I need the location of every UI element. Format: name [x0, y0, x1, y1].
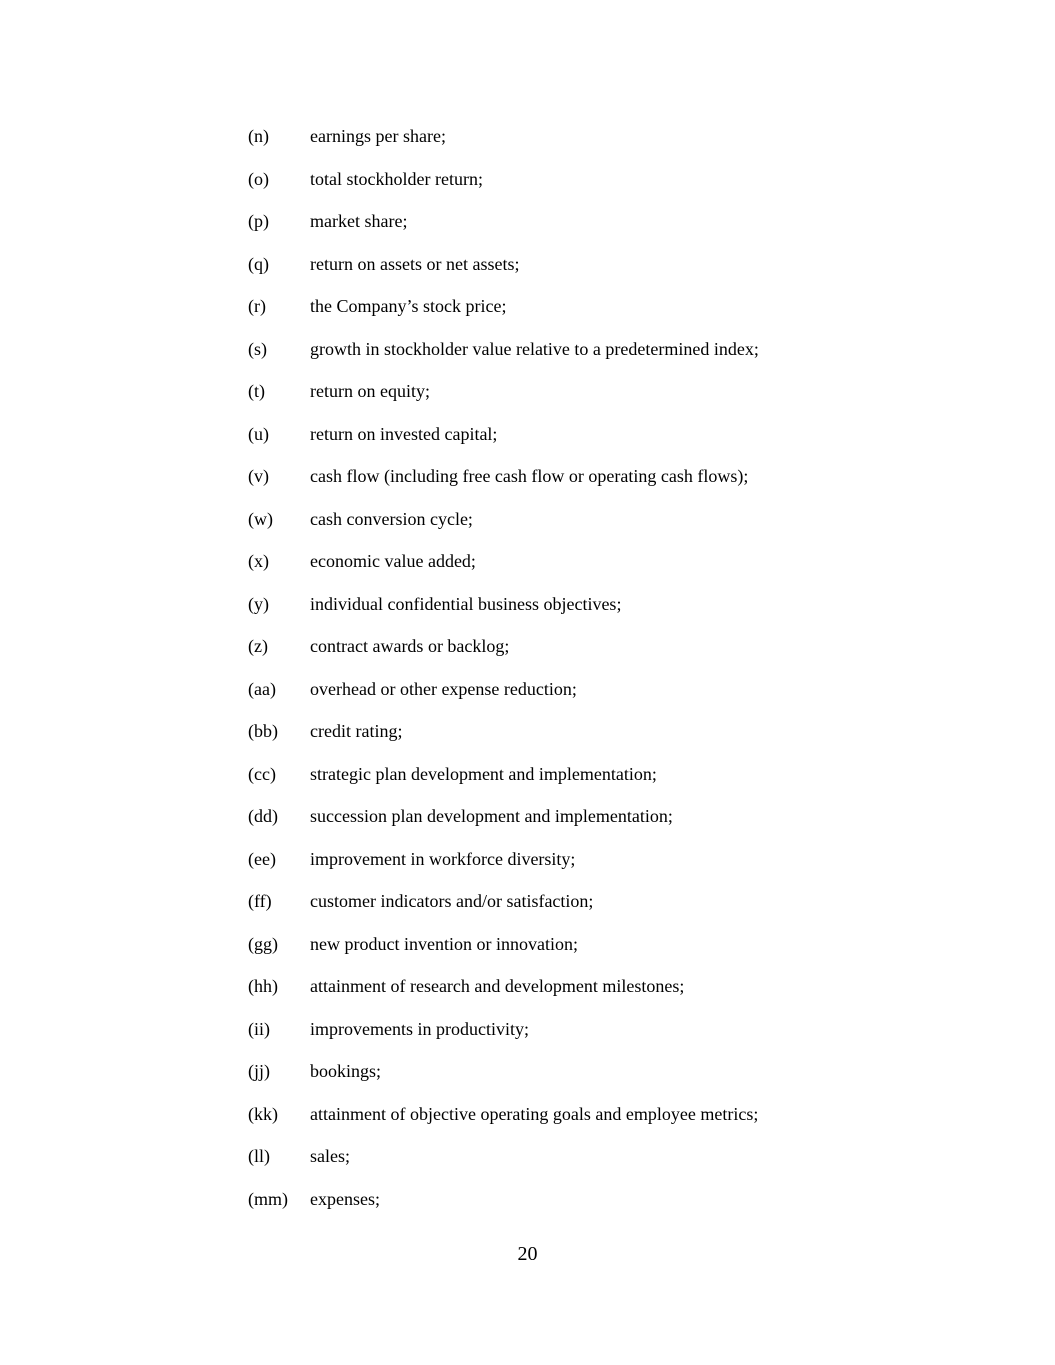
item-label: (kk): [248, 1103, 278, 1124]
item-label: (s): [248, 338, 267, 359]
page-number: 20: [517, 1243, 538, 1265]
item-label: (ii): [248, 1018, 270, 1039]
item-label: (ff): [248, 891, 272, 911]
item-text: improvement in workforce diversity;: [310, 848, 576, 869]
item-text: attainment of objective operating goals and employee metrics;: [310, 1103, 759, 1124]
item-text: cash conversion cycle;: [310, 508, 473, 529]
item-label: (q): [248, 253, 269, 274]
item-text: cash flow (including free cash flow or operating cash flows);: [310, 466, 749, 486]
item-label: (ee): [248, 848, 276, 869]
item-label: (z): [248, 636, 268, 656]
item-text: earnings per share;: [310, 126, 446, 146]
item-text: overhead or other expense reduction;: [310, 678, 577, 699]
item-text: return on assets or net assets;: [310, 253, 520, 274]
item-text: credit rating;: [310, 721, 403, 741]
item-label: (cc): [248, 763, 276, 784]
item-label: (aa): [248, 678, 276, 699]
item-text: bookings;: [310, 1061, 382, 1081]
item-text: market share;: [310, 211, 408, 231]
item-label: (y): [248, 593, 269, 614]
item-label: (hh): [248, 976, 278, 996]
item-text: customer indicators and/or satisfaction;: [310, 891, 594, 911]
item-text: improvements in productivity;: [310, 1018, 529, 1039]
item-text: total stockholder return;: [310, 168, 483, 189]
item-text: individual confidential business objectives;: [310, 593, 622, 614]
item-label: (jj): [248, 1061, 270, 1081]
item-label: (o): [248, 168, 269, 189]
item-text: return on invested capital;: [310, 423, 498, 444]
item-text: attainment of research and development milestones;: [310, 976, 685, 996]
item-label: (r): [248, 296, 266, 316]
item-label: (w): [248, 508, 273, 529]
item-label: (v): [248, 466, 269, 486]
item-text: expenses;: [310, 1188, 380, 1209]
item-label: (bb): [248, 721, 278, 741]
item-label: (p): [248, 211, 269, 231]
item-text: contract awards or backlog;: [310, 636, 510, 656]
item-label: (x): [248, 551, 269, 571]
item-text: strategic plan development and implementation;: [310, 763, 657, 784]
item-label: (t): [248, 381, 265, 401]
item-label: (dd): [248, 806, 278, 826]
item-text: return on equity;: [310, 381, 430, 401]
item-label: (mm): [248, 1188, 288, 1209]
item-label: (ll): [248, 1146, 270, 1166]
item-text: sales;: [310, 1146, 350, 1166]
item-label: (u): [248, 423, 269, 444]
item-label: (gg): [248, 933, 278, 954]
item-label: (n): [248, 126, 269, 146]
item-text: succession plan development and implementation;: [310, 806, 673, 826]
item-text: the Company’s stock price;: [310, 296, 507, 316]
item-text: economic value added;: [310, 551, 476, 571]
item-text: new product invention or innovation;: [310, 933, 578, 954]
item-text: growth in stockholder value relative to a predetermined index;: [310, 338, 759, 359]
